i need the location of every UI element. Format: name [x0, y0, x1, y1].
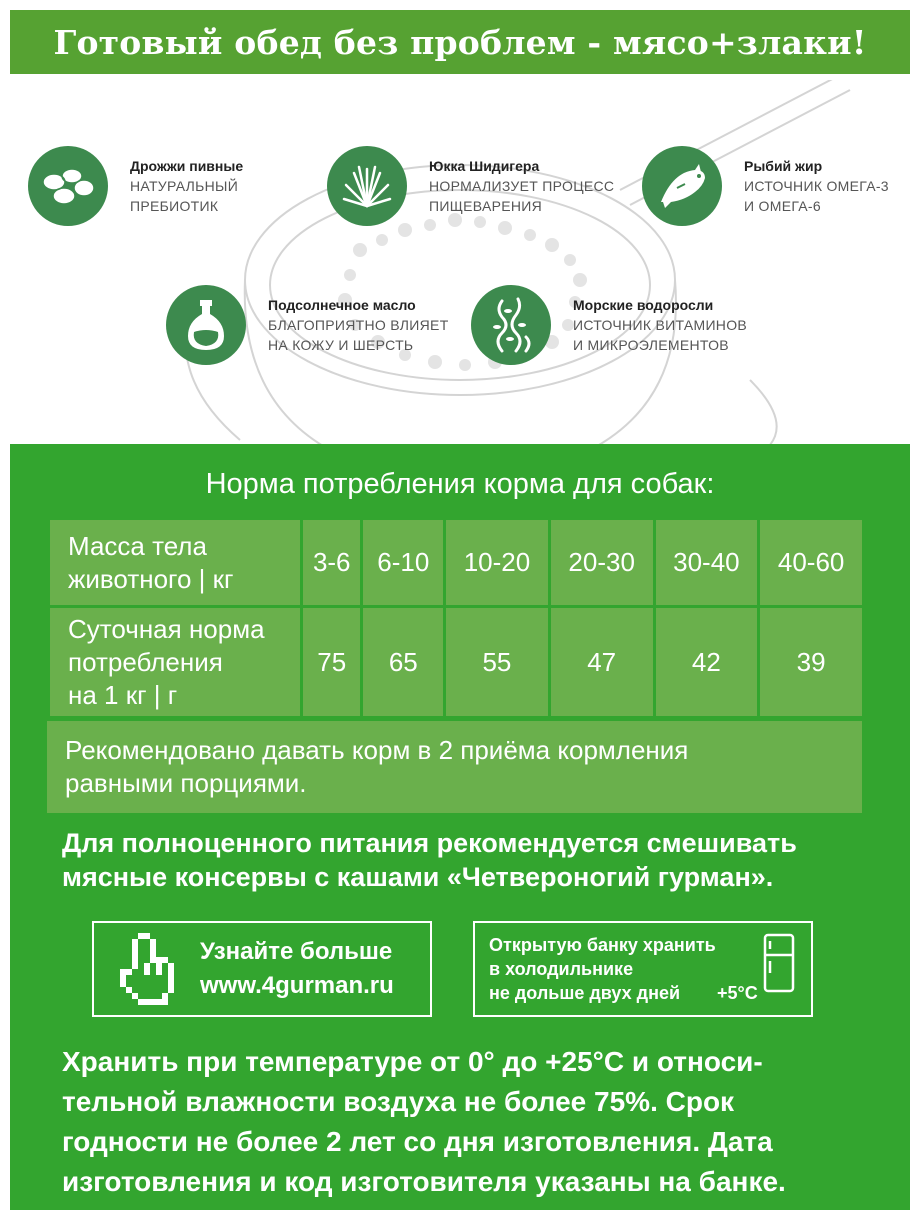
mass-range-cell: 30-40	[656, 520, 758, 605]
feature-desc-line: НАТУРАЛЬНЫЙ	[130, 178, 239, 194]
recommendation-box	[47, 721, 862, 813]
pointing-hand-icon	[120, 933, 178, 1005]
mass-label-line: Масса тела	[68, 530, 207, 561]
mass-range-cell: 10-20	[446, 520, 548, 605]
mass-range-cell: 20-30	[551, 520, 653, 605]
feature-beer-yeast	[28, 146, 243, 226]
fridge-icon	[763, 933, 795, 993]
daily-value-cell: 42	[656, 608, 758, 716]
feature-sunflower-oil	[166, 285, 449, 365]
feature-desc-line: БЛАГОПРИЯТНО ВЛИЯЕТ	[268, 317, 449, 333]
seaweed-icon	[471, 285, 551, 365]
daily-label-line: Суточная норма	[68, 613, 265, 644]
storage-line: изготовления и код изготовителя указаны на банке.	[62, 1166, 786, 1197]
storage-box-line: в холодильнике	[489, 959, 634, 979]
feature-desc-line: ПРЕБИОТИК	[130, 198, 219, 214]
learn-more-text	[200, 935, 394, 1003]
recommendation-line: Рекомендовано давать корм в 2 приёма кормления	[65, 735, 689, 765]
feature-seaweed	[471, 285, 747, 365]
feeding-norms-table	[47, 517, 865, 719]
feature-desc-line: ИСТОЧНИК ВИТАМИНОВ	[573, 317, 748, 333]
mass-label-cell	[50, 520, 300, 605]
beer-yeast-icon	[28, 146, 108, 226]
feature-title: Морские водоросли	[573, 297, 714, 313]
storage-box-line: Открытую банку хранить	[489, 935, 716, 955]
mix-note	[62, 826, 882, 894]
feature-desc-line: И ОМЕГА-6	[744, 198, 821, 214]
mass-range-cell: 6-10	[363, 520, 443, 605]
feature-title: Дрожжи пивные	[130, 158, 244, 174]
yucca-plant-icon	[327, 146, 407, 226]
storage-box-line: не дольше двух дней	[489, 983, 681, 1003]
norms-title: Норма потребления корма для собак:	[205, 468, 715, 500]
mass-range-cell: 3-6	[303, 520, 360, 605]
feature-desc-line: НА КОЖУ И ШЕРСТЬ	[268, 337, 414, 353]
learn-more-box[interactable]	[92, 921, 432, 1017]
oil-bottle-icon	[166, 285, 246, 365]
learn-more-line: Узнайте больше	[200, 938, 393, 965]
feature-title: Юкка Шидигера	[429, 158, 540, 174]
daily-value-cell: 65	[363, 608, 443, 716]
mix-note-line: Для полноценного питания рекомендуется смешивать	[62, 828, 797, 858]
feature-desc-line: НОРМАЛИЗУЕТ ПРОЦЕСС	[429, 178, 615, 194]
mass-range-cell: 40-60	[760, 520, 862, 605]
daily-label-line: потребления	[68, 646, 223, 677]
feature-desc-line: ПИЩЕВАРЕНИЯ	[429, 198, 543, 214]
feature-fish-oil	[642, 146, 889, 226]
storage-conditions	[62, 1042, 882, 1202]
mass-label-line: животного | кг	[68, 563, 234, 594]
daily-label-cell	[50, 608, 300, 716]
daily-label-line: на 1 кг | г	[68, 679, 178, 710]
mix-note-line: мясные консервы с кашами «Четвероногий гурман».	[62, 862, 774, 892]
feature-title: Подсолнечное масло	[268, 297, 416, 313]
daily-value-cell: 75	[303, 608, 360, 716]
recommendation-line: равными порциями.	[65, 768, 307, 798]
storage-line: тельной влажности воздуха не более 75%. Срок	[62, 1086, 735, 1117]
table-row	[50, 520, 862, 605]
storage-line: Хранить при температуре от 0° до +25°С и относи-	[62, 1046, 763, 1077]
page-banner	[10, 10, 910, 74]
pot-sketch-illustration	[150, 80, 870, 450]
storage-box	[473, 921, 813, 1017]
storage-box-text	[489, 933, 716, 1005]
feature-title: Рыбий жир	[744, 158, 823, 174]
feature-yucca	[327, 146, 614, 226]
daily-value-cell: 39	[760, 608, 862, 716]
banner-title: Готовый обед без проблем - мясо+злаки!	[53, 22, 867, 62]
fish-icon	[642, 146, 722, 226]
feature-desc-line: ИСТОЧНИК ОМЕГА-3	[744, 178, 889, 194]
daily-value-cell: 55	[446, 608, 548, 716]
fridge-temperature: +5°C	[717, 983, 758, 1003]
website-link[interactable]: www.4gurman.ru	[200, 972, 394, 999]
storage-line: годности не более 2 лет со дня изготовления. Дата	[62, 1126, 773, 1157]
daily-value-cell: 47	[551, 608, 653, 716]
feature-desc-line: И МИКРОЭЛЕМЕНТОВ	[573, 337, 729, 353]
table-row	[50, 608, 862, 716]
